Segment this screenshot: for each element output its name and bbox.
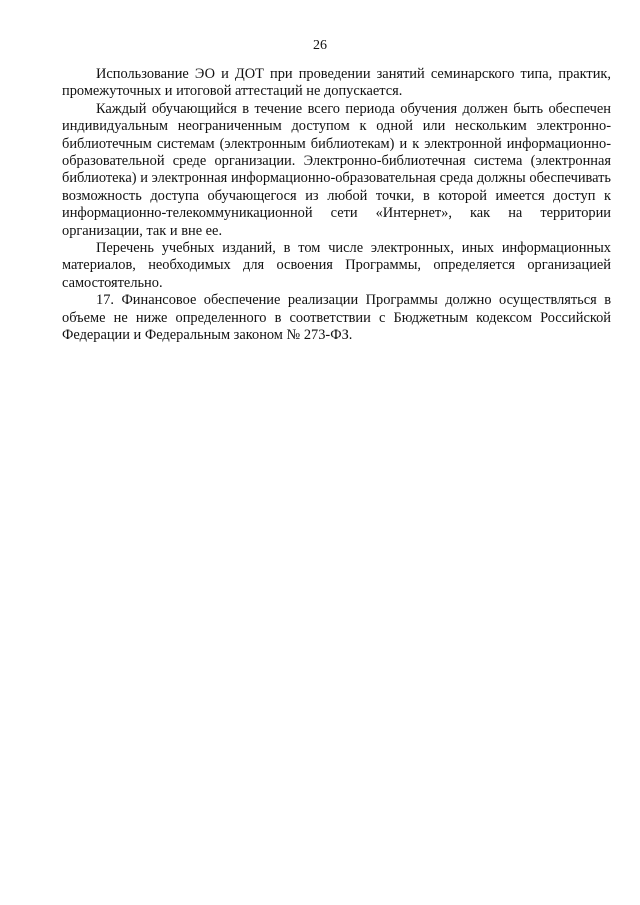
paragraph-library-access: Каждый обучающийся в течение всего периода обучения должен быть обеспечен индивидуальным неограниченным доступом к одной или нескольким электронно-библиотечным системам (электронным библиотекам) и к электронной информационно-образовательной среде организации. Электронно-библиотечная система (электронная библиотека) и электронная информационно-образовательная среда должны обеспечивать возможность доступа обучающегося из любой точки, в которой имеется доступ к информационно-телекоммуникационной сети «Интернет», как на территории организации, так и вне ее. xyxy=(62,100,611,239)
document-body xyxy=(62,66,611,345)
paragraph-educational-materials: Перечень учебных изданий, в том числе электронных, иных информационных материалов, необходимых для освоения Программы, определяется организацией самостоятельно. xyxy=(62,240,611,291)
paragraph-financial-provision: 17. Финансовое обеспечение реализации Программы должно осуществляться в объеме не ниже определенного в соответствии с Бюджетным кодексом Российской Федерации и Федеральным законом № 273-ФЗ. xyxy=(62,292,611,344)
paragraph-eo-dot-restriction: Использование ЭО и ДОТ при проведении занятий семинарского типа, практик, промежуточных и итоговой аттестаций не допускается. xyxy=(62,66,611,100)
page-number: 26 xyxy=(313,38,327,53)
